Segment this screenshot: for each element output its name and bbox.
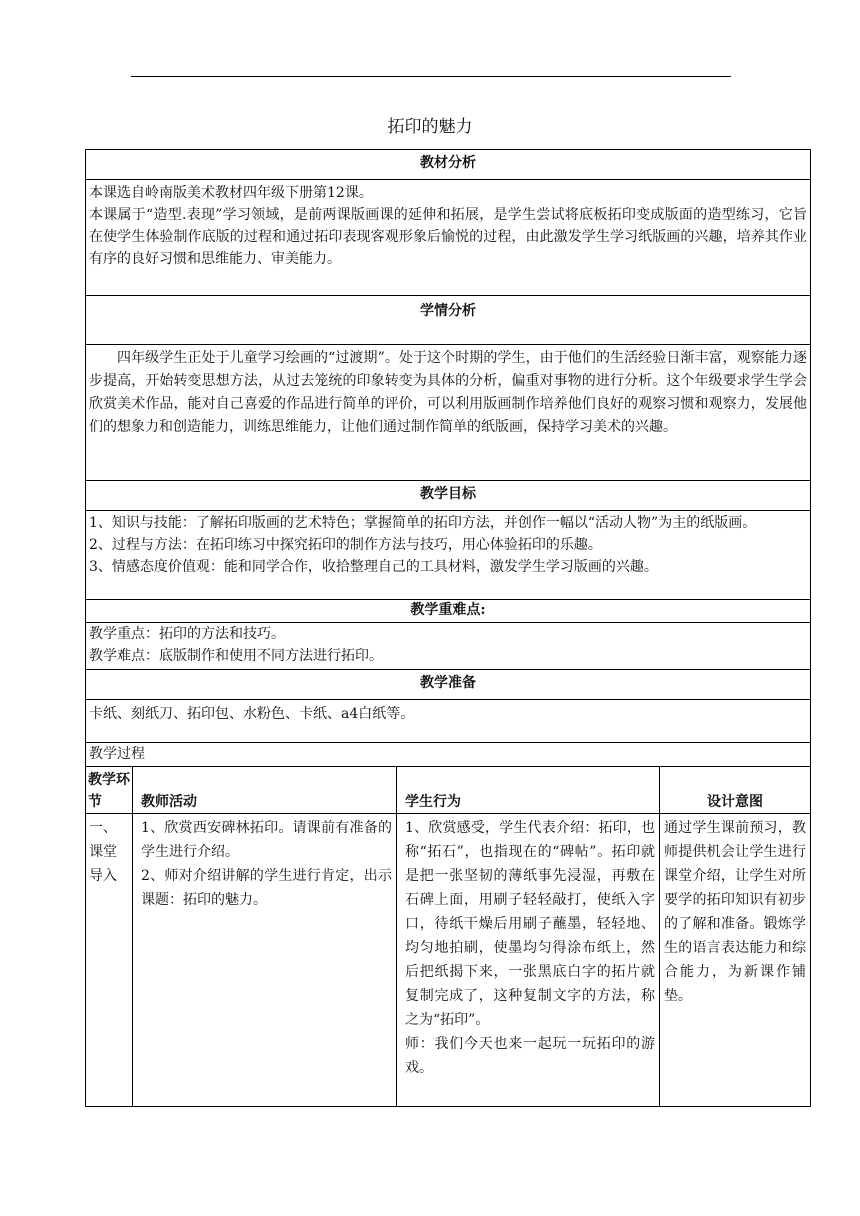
section-heading: 教材分析 [86, 150, 811, 180]
textbook-analysis-body [86, 180, 811, 296]
student-analysis-heading-row [86, 296, 811, 345]
key-point-item: 教学重点：拓印的方法和技巧。 [89, 626, 285, 642]
section-heading: 学情分析 [86, 296, 811, 345]
key-points-heading-row [86, 600, 811, 623]
key-point-item: 教学难点：底版制作和使用不同方法进行拓印。 [89, 648, 383, 664]
student-behavior-cell [397, 814, 660, 1107]
section-heading: 教学重难点: [86, 600, 811, 623]
key-points-body [86, 623, 811, 670]
process-heading-row [86, 743, 811, 767]
preparation-heading-row [86, 670, 811, 700]
textbook-analysis-line: 本课属于“造型.表现”学习领域，是前两课版画课的延伸和拓展，是学生尝试将底板拓印变成版面的造型练习，它旨在使学生体验制作底版的过程和通过拓印表现客观形象后愉悦的过程，由此激发学生学习纸版画的兴趣，培养其作业有序的良好习惯和思维能力、审美能力。 [89, 207, 807, 267]
section-heading: 教学准备 [86, 670, 811, 700]
teacher-activity-item: 2、师对介绍讲解的学生进行肯定，出示课题：拓印的魅力。 [141, 868, 392, 908]
header-rule [131, 76, 731, 77]
table-row [86, 814, 811, 1107]
student-analysis-body-row [86, 345, 811, 481]
textbook-analysis-heading-row [86, 150, 811, 180]
goals-body-row [86, 511, 811, 600]
preparation-text: 卡纸、刻纸刀、拓印包、水粉色、卡纸、a4白纸等。 [86, 700, 811, 743]
student-analysis-body [86, 345, 811, 481]
goal-item: 1、知识与技能：了解拓印版画的艺术特色；掌握简单的拓印方法，并创作一幅以“活动人物”为主的纸版画。 [89, 515, 757, 531]
key-points-body-row [86, 623, 811, 670]
textbook-analysis-line: 本课选自岭南版美术教材四年级下册第12课。 [89, 185, 373, 201]
process-column-header-row [86, 767, 811, 814]
column-header-teacher: 教师活动 [133, 767, 397, 814]
goals-heading-row [86, 481, 811, 511]
preparation-body-row [86, 700, 811, 743]
stage-cell: 一、课堂导入 [86, 814, 133, 1107]
goal-item: 2、过程与方法：在拓印练习中探究拓印的制作方法与技巧，用心体验拓印的乐趣。 [89, 537, 602, 553]
student-analysis-text: 四年级学生正处于儿童学习绘画的“过渡期”。处于这个时期的学生，由于他们的生活经验日渐丰富，观察能力逐步提高，开始转变思想方法，从过去笼统的印象转变为具体的分析，偏重对事物的进行分析。这个年级要求学生学会欣赏美术作品，能对自己喜爱的作品进行简单的评价，可以利用版画制作培养他们良好的观察习惯和观察力，发展他们的想象力和创造能力，训练思维能力，让他们通过制作简单的纸版画，保持学习美术的兴趣。 [89, 350, 807, 435]
section-heading: 教学目标 [86, 481, 811, 511]
column-header-student: 学生行为 [397, 767, 660, 814]
teacher-activity-item: 1、欣赏西安碑林拓印。请课前有准备的学生进行介绍。 [141, 820, 392, 860]
student-behavior-item: 师：我们今天也来一起玩一玩拓印的游戏。 [405, 1036, 655, 1076]
goals-body [86, 511, 811, 600]
teacher-activity-cell [133, 814, 397, 1107]
design-intent-cell: 通过学生课前预习，教师提供机会让学生进行课堂介绍，让学生对所要学的拓印知识有初步的了解和准备。锻炼学生的语言表达能力和综合能力，为新课作铺垫。 [660, 814, 811, 1107]
document-title: 拓印的魅力 [387, 117, 473, 137]
student-behavior-item: 1、欣赏感受，学生代表介绍：拓印，也称“拓石”，也指现在的“碑帖”。拓印就是把一张坚韧的薄纸事先浸湿，再敷在石碑上面，用刷子轻轻敲打，使纸入字口，待纸干燥后用刷子蘸墨，轻轻地、均匀地拍刷，使墨均匀得涂布纸上，然后把纸揭下来，一张黑底白字的拓片就复制完成了，这种复制文字的方法，称之为“拓印”。 [405, 820, 655, 1028]
process-heading: 教学过程 [86, 743, 811, 767]
goal-item: 3、情感态度价值观：能和同学合作，收拾整理自己的工具材料，激发学生学习版画的兴趣。 [89, 559, 658, 575]
column-header-stage: 教学环节 [86, 767, 133, 814]
column-header-design: 设计意图 [660, 767, 811, 814]
lesson-plan-table [85, 149, 811, 1107]
textbook-analysis-body-row [86, 180, 811, 296]
